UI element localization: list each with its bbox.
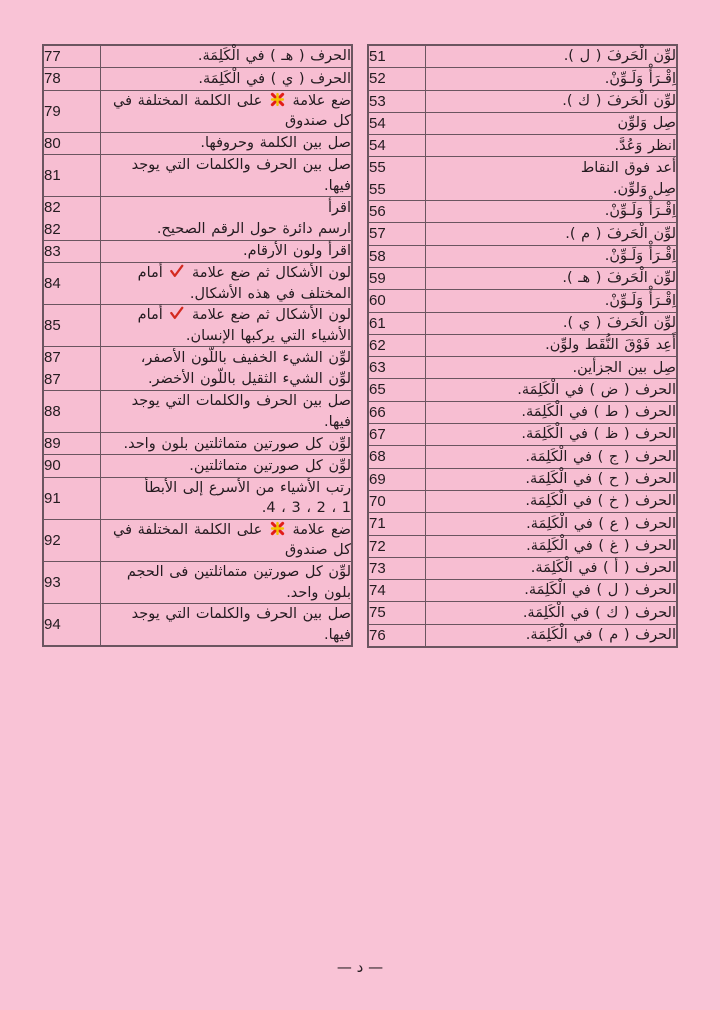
page-number-value: 91 [44,489,61,507]
page-number-cell [43,240,101,262]
page-number-cell [368,90,426,112]
page-number-cell [368,245,426,267]
page-number-value: 59 [369,269,386,287]
page-number-value: 79 [44,102,61,120]
activity-description [426,624,678,647]
table-row [368,201,677,223]
activity-text-line: صل بين الحرف والكلمات التي يوجد فيها. [131,393,351,430]
table-row [368,45,677,68]
table-row [368,513,677,535]
activity-description [426,112,678,134]
activity-text-line: لوِّن كل صورتين متماثلتين فى الحجم بلون واحد. [126,564,351,601]
page-number-cell [43,45,101,68]
page-number-cell [368,68,426,90]
activity-description [101,263,353,305]
page-number-cell [368,157,426,201]
activity-text-line: صل بين الحرف والكلمات التي يوجد فيها. [131,157,351,194]
activity-description [101,519,353,561]
page-number-cell [43,477,101,519]
table-row [368,468,677,490]
activity-description [101,391,353,433]
activity-description [101,477,353,519]
page-number-cell [368,513,426,535]
activity-text-after: على الكلمة المختلفة في كل صندوق [113,92,351,130]
activity-description [101,68,353,90]
activity-text-line: الحرف ( ح ) في الْكَلِمَة. [525,471,676,487]
table-row [368,446,677,468]
activity-description [101,197,353,241]
activity-description [101,455,353,477]
page-number-value: 54 [369,114,386,132]
page-number-value: 72 [369,537,386,555]
index-table-right [367,44,678,648]
activity-description [426,267,678,289]
table-row [368,312,677,334]
page-number-value: 54 [369,137,386,155]
activity-text-line: رتب الأشياء من الأسرع إلى الأبطأ [144,479,351,496]
activity-description [101,45,353,68]
activity-description [426,223,678,245]
activity-text-line: اقرأ ولون الأرقام. [242,243,351,260]
x-mark-icon [270,521,285,536]
table-row [43,455,352,477]
page-number-value: 52 [369,70,386,88]
page-number-cell [368,401,426,423]
table-row [368,424,677,446]
activity-description [101,433,353,455]
activity-description [426,490,678,512]
activity-text-line: الحرف ( أ ) في الْكَلِمَة. [530,560,676,577]
page-number-cell [368,557,426,579]
page-number-value: 93 [44,573,61,591]
activity-text-line: ارسم دائرة حول الرقم الصحيح. [156,220,351,237]
page-number-value: 92 [44,531,61,549]
activity-text-after: أمام الأشياء التي يركبها الإنسان. [137,307,351,344]
activity-text-line: لوِّن الْحَرفَ ( ل ). [563,48,676,65]
activity-description [426,68,678,90]
page-number-value: 94 [44,616,61,634]
activity-text-line: صِل وَلوِّن. [612,180,676,197]
page-number-value: 60 [369,292,386,310]
table-row [368,90,677,112]
page-number-value: 73 [369,559,386,577]
table-row [43,263,352,305]
page-number-value: 71 [369,515,386,533]
activity-description [426,580,678,602]
table-row [368,379,677,401]
page-number-value: 63 [369,359,386,377]
page-number-value: 78 [44,70,61,88]
page-number-value: 76 [369,626,386,644]
table-row [43,68,352,90]
page-number-value: 70 [369,492,386,510]
activity-text-before: ضع علامة [292,92,351,109]
page-number-cell [368,223,426,245]
page-number-value: 58 [369,247,386,265]
activity-description [426,468,678,490]
check-mark-icon [170,306,184,321]
table-row [368,535,677,557]
page-number-value: 74 [369,582,386,600]
activity-description [426,379,678,401]
activity-description [426,513,678,535]
table-row [368,580,677,602]
activity-description [426,424,678,446]
activity-description [426,557,678,579]
activity-text-line: لوِّن الْحَرفَ ( هـ ). [562,270,676,287]
page-number-value: 61 [369,314,386,332]
activity-text-before: لون الأشكال ثم ضع علامة [192,265,351,282]
activity-description [426,535,678,557]
activity-text-line: لوِّن الْحَرفَ ( م ). [565,225,676,242]
table-row [368,602,677,624]
index-table-left-body [43,45,352,646]
activity-description [426,312,678,334]
page-number-cell [43,562,101,604]
activity-text-line: لوِّن كل صورتين متماثلتين بلون واحد. [123,435,351,452]
activity-text-line: الحرف ( خ ) في الْكَلِمَة. [525,493,676,510]
page-number-cell [368,490,426,512]
activity-text-line: الحرف ( ط ) في الْكَلِمَة. [521,404,676,421]
x-mark-icon [270,92,285,107]
table-row [368,357,677,379]
activity-description [426,90,678,112]
table-row [368,401,677,423]
page-number-value: 82 [44,199,61,217]
activity-description [101,240,353,262]
page-number-cell [368,357,426,379]
activity-description [101,155,353,197]
index-table-right-body [368,45,677,647]
activity-description [101,305,353,347]
page-number-value: 67 [369,426,386,444]
page-number-cell [368,112,426,134]
activity-text-line: صل بين الكلمة وحروفها. [200,135,351,152]
table-row [368,267,677,289]
activity-text-line: صِل بين الجزأين. [572,359,676,376]
page-number-cell [43,263,101,305]
page-number-cell [368,602,426,624]
page-number-value: 51 [369,48,386,65]
activity-description [426,602,678,624]
activity-text-line: الحرف ( ج ) في الْكَلِمَة. [525,448,676,465]
table-row [43,519,352,561]
table-row [43,305,352,347]
activity-text-before: ضع علامة [292,521,351,538]
activity-text-line: الحرف ( ي ) في الْكَلِمَة. [198,70,351,87]
table-row [43,391,352,433]
table-row [368,557,677,579]
table-row [43,45,352,68]
activity-description [426,157,678,201]
index-tables-container [42,44,678,648]
page-number-cell [368,468,426,490]
page-number-value: 65 [369,381,386,399]
activity-text-line: صل بين الحرف والكلمات التي يوجد فيها. [131,606,351,643]
activity-description [101,90,353,132]
activity-text-line: اِقْـرَأْ وَلَـوِّنْ. [604,248,676,265]
page-number-value: 83 [44,242,61,260]
table-row [368,290,677,312]
table-row [43,132,352,154]
page-number-cell [43,455,101,477]
page-number-value: 69 [369,470,386,488]
table-row [43,155,352,197]
index-table-left [42,44,353,647]
page-number-cell [368,446,426,468]
page-number-value: 55 [369,159,386,177]
page-number: — د — [336,958,384,976]
activity-description [101,132,353,154]
activity-text-line: الحرف ( ع ) في الْكَلِمَة. [526,515,676,532]
activity-text-line: انظر وَعُدَّ. [614,137,676,154]
page-number-value: 66 [369,403,386,421]
table-row [43,433,352,455]
page-number-value: 82 [44,220,61,238]
activity-description [426,201,678,223]
table-row [43,197,352,241]
page-number-value: 81 [44,166,61,184]
activity-text-line: اقرأ [328,199,351,216]
activity-text-line: لوِّن الْحَرفَ ( ي ). [562,314,676,331]
page-number-cell [43,197,101,241]
activity-text-line: 1 ، 2 ، 3 ، 4. [261,500,351,517]
page-number-value: 62 [369,336,386,354]
activity-text-line: اِقْـرَأْ وَلَـوِّنْ. [604,203,676,220]
activity-text-line: الحرف ( ل ) في الْكَلِمَة. [524,582,676,599]
page-number-cell [368,535,426,557]
table-row [43,477,352,519]
activity-text-before: لون الأشكال ثم ضع علامة [192,307,351,324]
activity-text-line: الحرف ( ظ ) في الْكَلِمَة. [521,426,676,443]
page-number-value: 89 [44,435,61,453]
table-row [368,490,677,512]
activity-text-line: اِقْـرَأْ وَلَـوِّنْ. [604,292,676,309]
page-number-cell [43,391,101,433]
page-number-value: 57 [369,225,386,243]
activity-text-after: على الكلمة المختلفة في كل صندوق [113,521,351,559]
page-number-cell [43,305,101,347]
page-number-cell [368,267,426,289]
page-number-cell [368,624,426,647]
activity-text-line: لوِّن الشيء الثقيل باللّون الأخضر. [147,370,351,387]
activity-description [426,45,678,68]
page-number-value: 68 [369,448,386,466]
page-number-cell [43,155,101,197]
page-number-cell [43,519,101,561]
table-row [368,223,677,245]
activity-text-line: اِقْـرَأْ وَلَـوِّنْ. [604,70,676,87]
table-row [368,157,677,201]
activity-text-line: أَعِد فَوْقَ النُّقَط ولوِّن. [545,337,676,354]
page-number-cell [43,132,101,154]
page-number-cell [368,45,426,68]
activity-description [426,290,678,312]
activity-text-line: الحرف ( ك ) في الْكَلِمَة. [522,604,676,621]
page-number-value: 75 [369,604,386,622]
check-mark-icon [170,264,184,279]
table-row [43,90,352,132]
page-number-cell [368,424,426,446]
page-number-cell [368,334,426,356]
page-number-value: 53 [369,92,386,110]
activity-text-line: الحرف ( ض ) في الْكَلِمَة. [517,381,676,398]
activity-text-line: الحرف ( م ) في الْكَلِمَة. [525,627,676,644]
table-row [43,347,352,391]
activity-description [426,446,678,468]
page-number-cell [43,68,101,90]
activity-description [426,135,678,157]
activity-description [426,357,678,379]
page-number-value: 84 [44,275,61,293]
page-number-cell [43,90,101,132]
activity-text-line: أعد فوق النقاط [580,160,676,177]
activity-text-line: صِل وَلوِّن [617,115,676,132]
page-number-cell [368,312,426,334]
table-row [43,562,352,604]
activity-text-line: لوِّن الْحَرفَ ( ك ). [562,92,676,109]
activity-text-line: الحرف ( غ ) في الْكَلِمَة. [526,537,676,554]
activity-description [101,562,353,604]
table-row [368,135,677,157]
page-number-value: 87 [44,349,61,367]
page-number-value: 55 [369,180,386,198]
page-number-cell [368,580,426,602]
page-number-value: 77 [44,48,61,65]
page-number-cell [368,201,426,223]
page-number-cell [43,433,101,455]
table-row [368,245,677,267]
activity-description [101,347,353,391]
activity-description [426,245,678,267]
page-number-value: 80 [44,134,61,152]
activity-text-line: الحرف ( هـ ) في الْكَلِمَة. [197,48,351,65]
activity-description [426,401,678,423]
page-number-cell [368,290,426,312]
activity-text-line: لوِّن الشيء الخفيف باللّون الأصفر، [140,350,351,367]
table-row [368,68,677,90]
activity-text-line: لوِّن كل صورتين متماثلتين. [189,457,351,474]
table-row [368,112,677,134]
page-number-value: 85 [44,317,61,335]
activity-description [426,334,678,356]
activity-description [101,604,353,647]
page-footer [0,958,720,976]
activity-text-after: أمام المختلف في هذه الأشكال. [137,265,351,302]
page-number-cell [43,604,101,647]
table-row [368,334,677,356]
page-number-value: 56 [369,203,386,221]
page-number-cell [43,347,101,391]
table-row [368,624,677,647]
page-number-value: 87 [44,370,61,388]
table-row [43,240,352,262]
page-number-cell [368,379,426,401]
page-number-value: 90 [44,457,61,475]
page-number-cell [368,135,426,157]
page-number-value: 88 [44,402,61,420]
table-row [43,604,352,647]
